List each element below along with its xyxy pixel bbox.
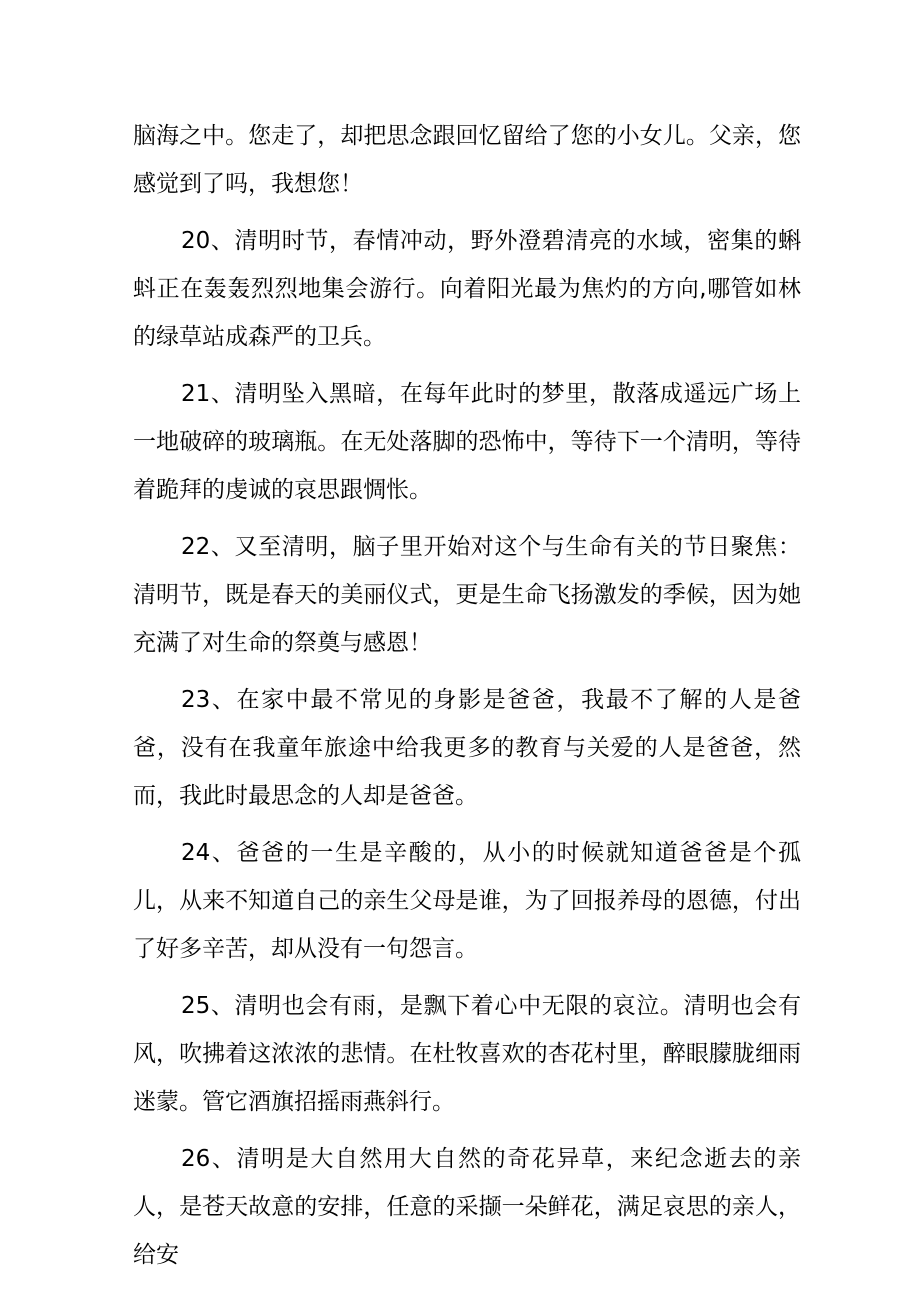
paragraph-26: 26、清明是大自然用大自然的奇花异草，来纪念逝去的亲人，是苍天故意的安排，任意的采撷一朵鲜花，满足哀思的亲人，给安	[133, 1146, 801, 1268]
paragraph-21: 21、清明坠入黑暗，在每年此时的梦里，散落成遥远广场上一地破碎的玻璃瓶。在无处落脚的恐怖中，等待下一个清明，等待着跪拜的虔诚的哀思跟惆怅。	[133, 381, 801, 503]
paragraph-23: 23、在家中最不常见的身影是爸爸，我最不了解的人是爸爸，没有在我童年旅途中给我更多的教育与关爱的人是爸爸，然而，我此时最思念的人却是爸爸。	[133, 687, 801, 809]
paragraph-25: 25、清明也会有雨，是飘下着心中无限的哀泣。清明也会有风，吹拂着这浓浓的悲情。在杜牧喜欢的杏花村里，醉眼朦胧细雨迷蒙。管它酒旗招摇雨燕斜行。	[133, 993, 801, 1115]
paragraph-22: 22、又至清明，脑子里开始对这个与生命有关的节日聚焦：清明节，既是春天的美丽仪式，更是生命飞扬激发的季候，因为她充满了对生命的祭奠与感恩！	[133, 534, 801, 656]
paragraph-24: 24、爸爸的一生是辛酸的，从小的时候就知道爸爸是个孤儿，从来不知道自己的亲生父母是谁，为了回报养母的恩德，付出了好多辛苦，却从没有一句怨言。	[133, 840, 801, 962]
paragraph-20: 20、清明时节，春情冲动，野外澄碧清亮的水域，密集的蝌蚪正在轰轰烈烈地集会游行。向着阳光最为焦灼的方向,哪管如林的绿草站成森严的卫兵。	[133, 228, 801, 350]
paragraph-continuation: 脑海之中。您走了，却把思念跟回忆留给了您的小女儿。父亲，您感觉到了吗，我想您！	[133, 123, 801, 197]
document-body	[133, 112, 801, 1279]
